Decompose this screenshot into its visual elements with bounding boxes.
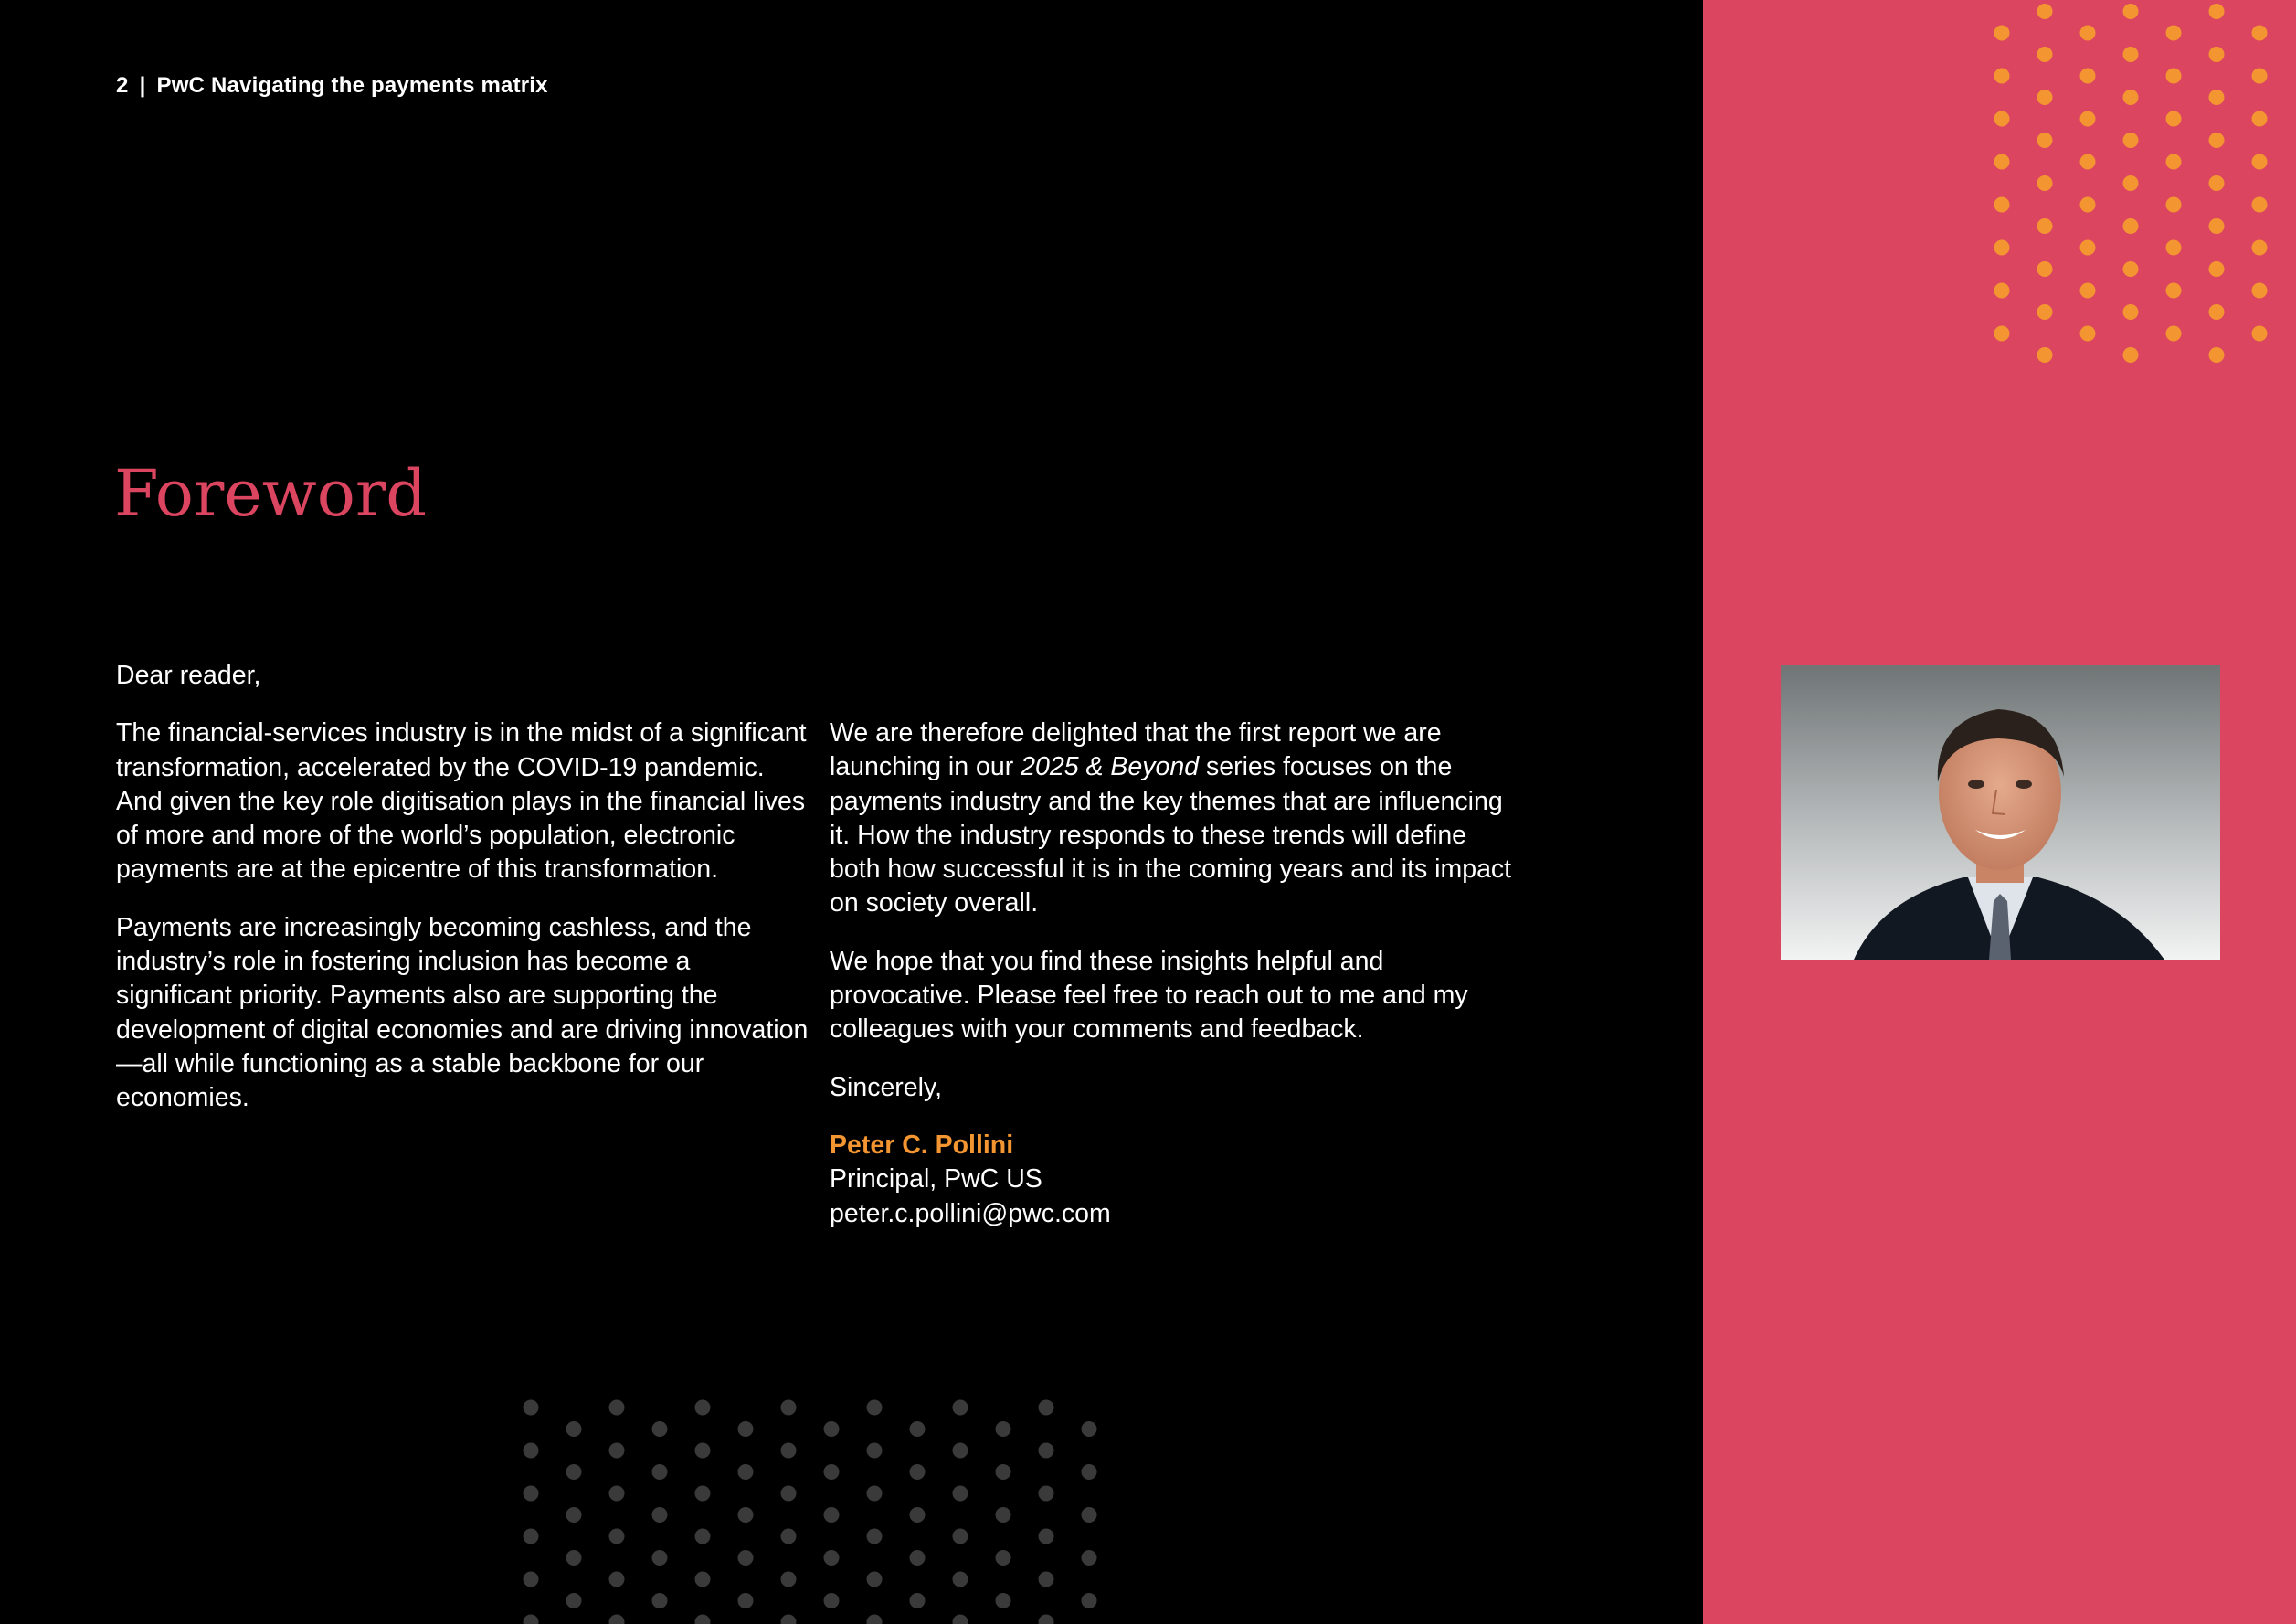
- pattern-dot: [2080, 283, 2096, 299]
- pattern-dot: [781, 1443, 797, 1459]
- pattern-dot: [1994, 240, 2010, 256]
- pattern-dot: [1039, 1615, 1054, 1624]
- pattern-dot: [2080, 154, 2096, 170]
- page-number: 2: [116, 73, 129, 98]
- pattern-dot: [2037, 347, 2053, 363]
- pattern-dot: [1994, 26, 2010, 41]
- pattern-dot: [1082, 1464, 1097, 1480]
- pattern-dot: [524, 1400, 539, 1416]
- pattern-dot: [910, 1421, 926, 1437]
- pattern-dot: [953, 1529, 968, 1544]
- pattern-dot: [566, 1507, 582, 1523]
- pattern-dot: [2252, 154, 2268, 170]
- pattern-dot: [652, 1550, 668, 1566]
- pattern-dot: [2080, 69, 2096, 84]
- pattern-dot: [2166, 283, 2182, 299]
- pattern-dot: [824, 1421, 840, 1437]
- pattern-dot: [996, 1507, 1011, 1523]
- pattern-dot: [566, 1593, 582, 1608]
- pattern-dot: [652, 1421, 668, 1437]
- pattern-dot: [867, 1572, 883, 1587]
- pattern-dot: [2166, 240, 2182, 256]
- pattern-dot: [1039, 1443, 1054, 1459]
- pattern-dot: [2080, 197, 2096, 213]
- paragraph: The financial-services industry is in the midst of a significant transformation, accelerated by the COVID-19 pandemic. And given the key role digitisation plays in the financial lives of more and more of the world’s population, electronic payments are at the epicentre of this transformation.: [116, 718, 807, 885]
- pattern-dot: [867, 1443, 883, 1459]
- signer-title: Principal, PwC US: [830, 1164, 1042, 1194]
- publication-title: PwC Navigating the payments matrix: [156, 73, 548, 98]
- pattern-dot: [695, 1572, 711, 1587]
- pattern-dot: [2037, 175, 2053, 191]
- pattern-dot: [2209, 133, 2225, 148]
- pattern-dot: [2252, 111, 2268, 127]
- pattern-dot: [910, 1464, 926, 1480]
- pattern-dot: [824, 1507, 840, 1523]
- pattern-dot: [609, 1572, 625, 1587]
- pattern-dot: [2037, 4, 2053, 19]
- pattern-dot: [1039, 1486, 1054, 1502]
- pattern-dot: [2123, 90, 2139, 105]
- pattern-dot: [781, 1529, 797, 1544]
- pattern-dot: [996, 1421, 1011, 1437]
- paragraph: Payments are increasingly becoming cashless, and the industry’s role in fostering inclusion has become a significant priority. Payments also are supporting the development of digital economies and are driving innovation—all while functioning as a stable backbone for our economies.: [116, 912, 809, 1113]
- pattern-dot: [953, 1615, 968, 1624]
- pattern-dot: [2123, 261, 2139, 277]
- pattern-dot: [695, 1486, 711, 1502]
- pattern-dot: [524, 1486, 539, 1502]
- pattern-dot: [2080, 240, 2096, 256]
- paragraph-text: We are therefore delighted that the first report we are launching in our: [830, 718, 1442, 782]
- pattern-dot: [609, 1529, 625, 1544]
- pattern-dot: [2037, 304, 2053, 320]
- pattern-dot: [2252, 69, 2268, 84]
- series-name: 2025 & Beyond: [1021, 752, 1200, 782]
- left-column: [116, 659, 810, 1116]
- running-header: [116, 73, 548, 99]
- pattern-dot: [2209, 347, 2225, 363]
- pattern-dot: [609, 1486, 625, 1502]
- paragraph-text: series focuses on the payments industry and the key themes that are influencing it. How the industry responds to these trends will define both how successful it is in the coming years and its impact on society overall.: [830, 752, 1512, 918]
- page-title: Foreword: [114, 456, 428, 531]
- pattern-dot: [1039, 1572, 1054, 1587]
- pattern-dot: [2123, 304, 2139, 320]
- pattern-dot: [566, 1464, 582, 1480]
- pattern-dot: [953, 1400, 968, 1416]
- pattern-dot: [2080, 111, 2096, 127]
- pattern-dot: [524, 1443, 539, 1459]
- signer-name: Peter C. Pollini: [830, 1130, 1014, 1160]
- pattern-dot: [524, 1615, 539, 1624]
- pattern-dot: [2209, 90, 2225, 105]
- pattern-dot: [996, 1464, 1011, 1480]
- pattern-dot: [2123, 347, 2139, 363]
- pattern-dot: [695, 1529, 711, 1544]
- pattern-dot: [2123, 133, 2139, 148]
- pattern-dot: [2166, 69, 2182, 84]
- pattern-dot: [910, 1593, 926, 1608]
- pattern-dot: [1039, 1400, 1054, 1416]
- pattern-dot: [2166, 326, 2182, 342]
- pattern-dot: [953, 1572, 968, 1587]
- pattern-dot: [910, 1507, 926, 1523]
- pattern-dot: [2209, 47, 2225, 62]
- pattern-dot: [2209, 218, 2225, 234]
- pattern-dot: [781, 1400, 797, 1416]
- pattern-dot: [867, 1486, 883, 1502]
- closing: Sincerely,: [830, 1072, 943, 1102]
- pattern-dot: [652, 1593, 668, 1608]
- pattern-dot: [738, 1507, 754, 1523]
- pattern-dot: [652, 1507, 668, 1523]
- pattern-dot: [695, 1400, 711, 1416]
- pattern-dot: [1082, 1507, 1097, 1523]
- pattern-dot: [824, 1593, 840, 1608]
- pattern-dot: [2166, 26, 2182, 41]
- author-portrait: [1781, 665, 2220, 960]
- pattern-dot: [1994, 154, 2010, 170]
- pattern-dot: [566, 1550, 582, 1566]
- pattern-dot: [2209, 304, 2225, 320]
- right-column: [830, 716, 1524, 1231]
- pattern-dot: [1082, 1421, 1097, 1437]
- pattern-dot: [609, 1615, 625, 1624]
- pattern-dot: [2209, 261, 2225, 277]
- pattern-dot: [867, 1400, 883, 1416]
- pattern-dot: [652, 1464, 668, 1480]
- pattern-dot: [1994, 283, 2010, 299]
- pattern-dot: [2037, 133, 2053, 148]
- pattern-dot: [1082, 1593, 1097, 1608]
- pattern-dot: [2166, 111, 2182, 127]
- pattern-dot: [2252, 197, 2268, 213]
- pattern-dot: [781, 1572, 797, 1587]
- pattern-dot: [2166, 197, 2182, 213]
- pattern-dot: [1039, 1529, 1054, 1544]
- pattern-dot: [867, 1529, 883, 1544]
- pattern-dot: [2080, 26, 2096, 41]
- pattern-dot: [781, 1615, 797, 1624]
- pattern-dot: [2037, 90, 2053, 105]
- pattern-dot: [2123, 175, 2139, 191]
- pattern-dot: [2037, 47, 2053, 62]
- pattern-dot: [2123, 218, 2139, 234]
- pattern-dot: [2252, 240, 2268, 256]
- pattern-dot: [2080, 326, 2096, 342]
- pattern-dot: [910, 1550, 926, 1566]
- pattern-dot: [2123, 4, 2139, 19]
- pattern-dot: [1994, 197, 2010, 213]
- pattern-dot: [1994, 326, 2010, 342]
- pattern-dot: [867, 1615, 883, 1624]
- pattern-dot: [953, 1443, 968, 1459]
- header-separator: |: [139, 73, 146, 98]
- pattern-dot: [2252, 326, 2268, 342]
- pattern-dot: [2037, 218, 2053, 234]
- pattern-dot: [2209, 4, 2225, 19]
- pattern-dot: [738, 1464, 754, 1480]
- pattern-dot: [2252, 283, 2268, 299]
- pattern-dot: [695, 1615, 711, 1624]
- pattern-dot: [524, 1572, 539, 1587]
- pattern-dot: [2166, 154, 2182, 170]
- pattern-dot: [738, 1593, 754, 1608]
- pattern-dot: [781, 1486, 797, 1502]
- greeting: Dear reader,: [116, 661, 261, 690]
- paragraph: [830, 716, 1524, 921]
- pattern-dot: [524, 1529, 539, 1544]
- pattern-dot: [953, 1486, 968, 1502]
- pattern-dot: [2209, 175, 2225, 191]
- pattern-dot: [695, 1443, 711, 1459]
- pattern-dot: [996, 1550, 1011, 1566]
- pattern-dot: [996, 1593, 1011, 1608]
- orange-dot-pattern: [1992, 0, 2296, 384]
- pattern-dot: [609, 1443, 625, 1459]
- pattern-dot: [2037, 261, 2053, 277]
- pattern-dot: [1994, 111, 2010, 127]
- pattern-dot: [609, 1400, 625, 1416]
- pattern-dot: [738, 1550, 754, 1566]
- pattern-dot: [824, 1550, 840, 1566]
- pattern-dot: [2252, 26, 2268, 41]
- gray-dot-pattern: [512, 1394, 1115, 1624]
- pattern-dot: [824, 1464, 840, 1480]
- signer-email: peter.c.pollini@pwc.com: [830, 1198, 1111, 1228]
- paragraph: We hope that you find these insights helpful and provocative. Please feel free to reach out to me and my colleagues with your comments and feedback.: [830, 946, 1468, 1045]
- pattern-dot: [1082, 1550, 1097, 1566]
- pattern-dot: [2123, 47, 2139, 62]
- pattern-dot: [1994, 69, 2010, 84]
- pattern-dot: [566, 1421, 582, 1437]
- pattern-dot: [738, 1421, 754, 1437]
